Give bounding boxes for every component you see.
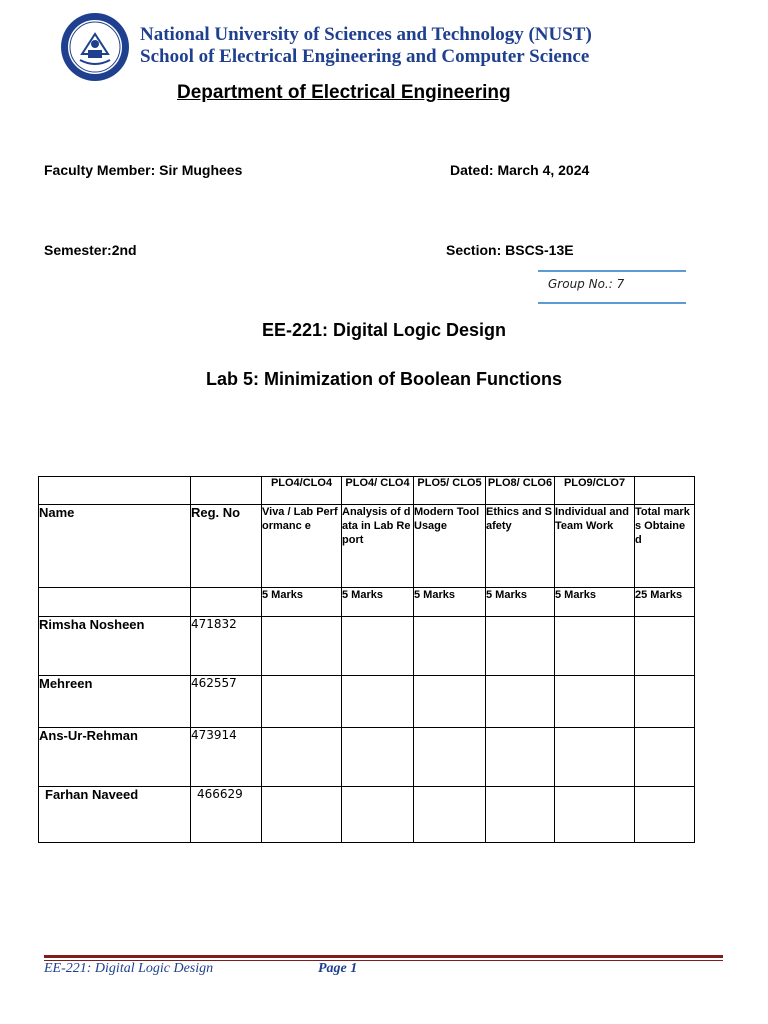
criteria-header: Individual and Team Work	[555, 505, 635, 588]
plo-header: PLO4/ CLO4	[342, 477, 414, 505]
score-cell	[414, 728, 486, 787]
student-reg: 471832	[191, 617, 262, 676]
empty-cell	[191, 588, 262, 617]
group-number-box	[538, 270, 686, 304]
department-title: Department of Electrical Engineering	[177, 82, 511, 103]
footer-course: EE-221: Digital Logic Design	[44, 961, 214, 976]
score-cell	[635, 787, 695, 843]
score-cell	[555, 787, 635, 843]
score-cell	[486, 617, 555, 676]
nust-seal-logo-icon	[60, 12, 130, 82]
student-reg: 473914	[191, 728, 262, 787]
course-title: EE-221: Digital Logic Design	[261, 320, 507, 340]
student-name: Ans-Ur-Rehman	[39, 728, 191, 787]
score-cell	[342, 787, 414, 843]
score-cell	[342, 676, 414, 728]
name-header: Name	[39, 505, 191, 588]
score-cell	[555, 617, 635, 676]
criteria-header-row	[39, 505, 695, 588]
score-cell	[414, 676, 486, 728]
table-row	[39, 676, 695, 728]
student-name: Rimsha Nosheen	[39, 617, 191, 676]
reg-header: Reg. No	[191, 505, 262, 588]
student-reg: 466629	[191, 787, 262, 843]
score-cell	[555, 728, 635, 787]
semester-field: Semester:2nd	[44, 242, 137, 258]
score-cell	[486, 676, 555, 728]
footer-rule	[44, 955, 723, 958]
plo-header: PLO5/ CLO5	[414, 477, 486, 505]
criteria-header: Analysis of data in Lab Report	[342, 505, 414, 588]
marks-cell: 5 Marks	[342, 588, 414, 617]
table-row	[39, 728, 695, 787]
score-cell	[262, 787, 342, 843]
score-cell	[414, 787, 486, 843]
marks-cell: 5 Marks	[414, 588, 486, 617]
date-field: Dated: March 4, 2024	[450, 162, 590, 178]
score-cell	[342, 728, 414, 787]
student-name: Mehreen	[39, 676, 191, 728]
table-row	[39, 787, 695, 843]
marks-cell: 5 Marks	[555, 588, 635, 617]
score-cell	[635, 676, 695, 728]
marks-cell: 5 Marks	[486, 588, 555, 617]
score-cell	[486, 787, 555, 843]
criteria-header: Viva / Lab Performanc e	[262, 505, 342, 588]
marks-cell: 25 Marks	[635, 588, 695, 617]
marks-table	[38, 476, 695, 843]
section-field: Section: BSCS-13E	[446, 242, 574, 258]
score-cell	[262, 617, 342, 676]
empty-cell	[39, 588, 191, 617]
plo-header-row	[39, 477, 695, 505]
empty-cell	[191, 477, 262, 505]
criteria-header: Total marks Obtaine d	[635, 505, 695, 588]
score-cell	[262, 728, 342, 787]
score-cell	[342, 617, 414, 676]
marks-cell: 5 Marks	[262, 588, 342, 617]
marks-row	[39, 588, 695, 617]
criteria-header: Ethics and Safety	[486, 505, 555, 588]
university-name: National University of Sciences and Technology (NUST)	[140, 24, 592, 45]
lab-title: Lab 5: Minimization of Boolean Functions	[206, 369, 562, 389]
student-reg: 462557	[191, 676, 262, 728]
score-cell	[555, 676, 635, 728]
group-number: Group No.: 7	[548, 277, 625, 291]
plo-header: PLO4/CLO4	[262, 477, 342, 505]
score-cell	[486, 728, 555, 787]
plo-header: PLO9/CLO7	[555, 477, 635, 505]
plo-header	[635, 477, 695, 505]
criteria-header: Modern Tool Usage	[414, 505, 486, 588]
score-cell	[414, 617, 486, 676]
table-row	[39, 617, 695, 676]
footer-page-number: Page 1	[318, 961, 358, 976]
student-name: Farhan Naveed	[39, 787, 191, 843]
empty-cell	[39, 477, 191, 505]
score-cell	[635, 728, 695, 787]
score-cell	[635, 617, 695, 676]
school-name: School of Electrical Engineering and Computer Science	[140, 46, 590, 67]
score-cell	[262, 676, 342, 728]
plo-header: PLO8/ CLO6	[486, 477, 555, 505]
faculty-member: Faculty Member: Sir Mughees	[44, 162, 243, 178]
